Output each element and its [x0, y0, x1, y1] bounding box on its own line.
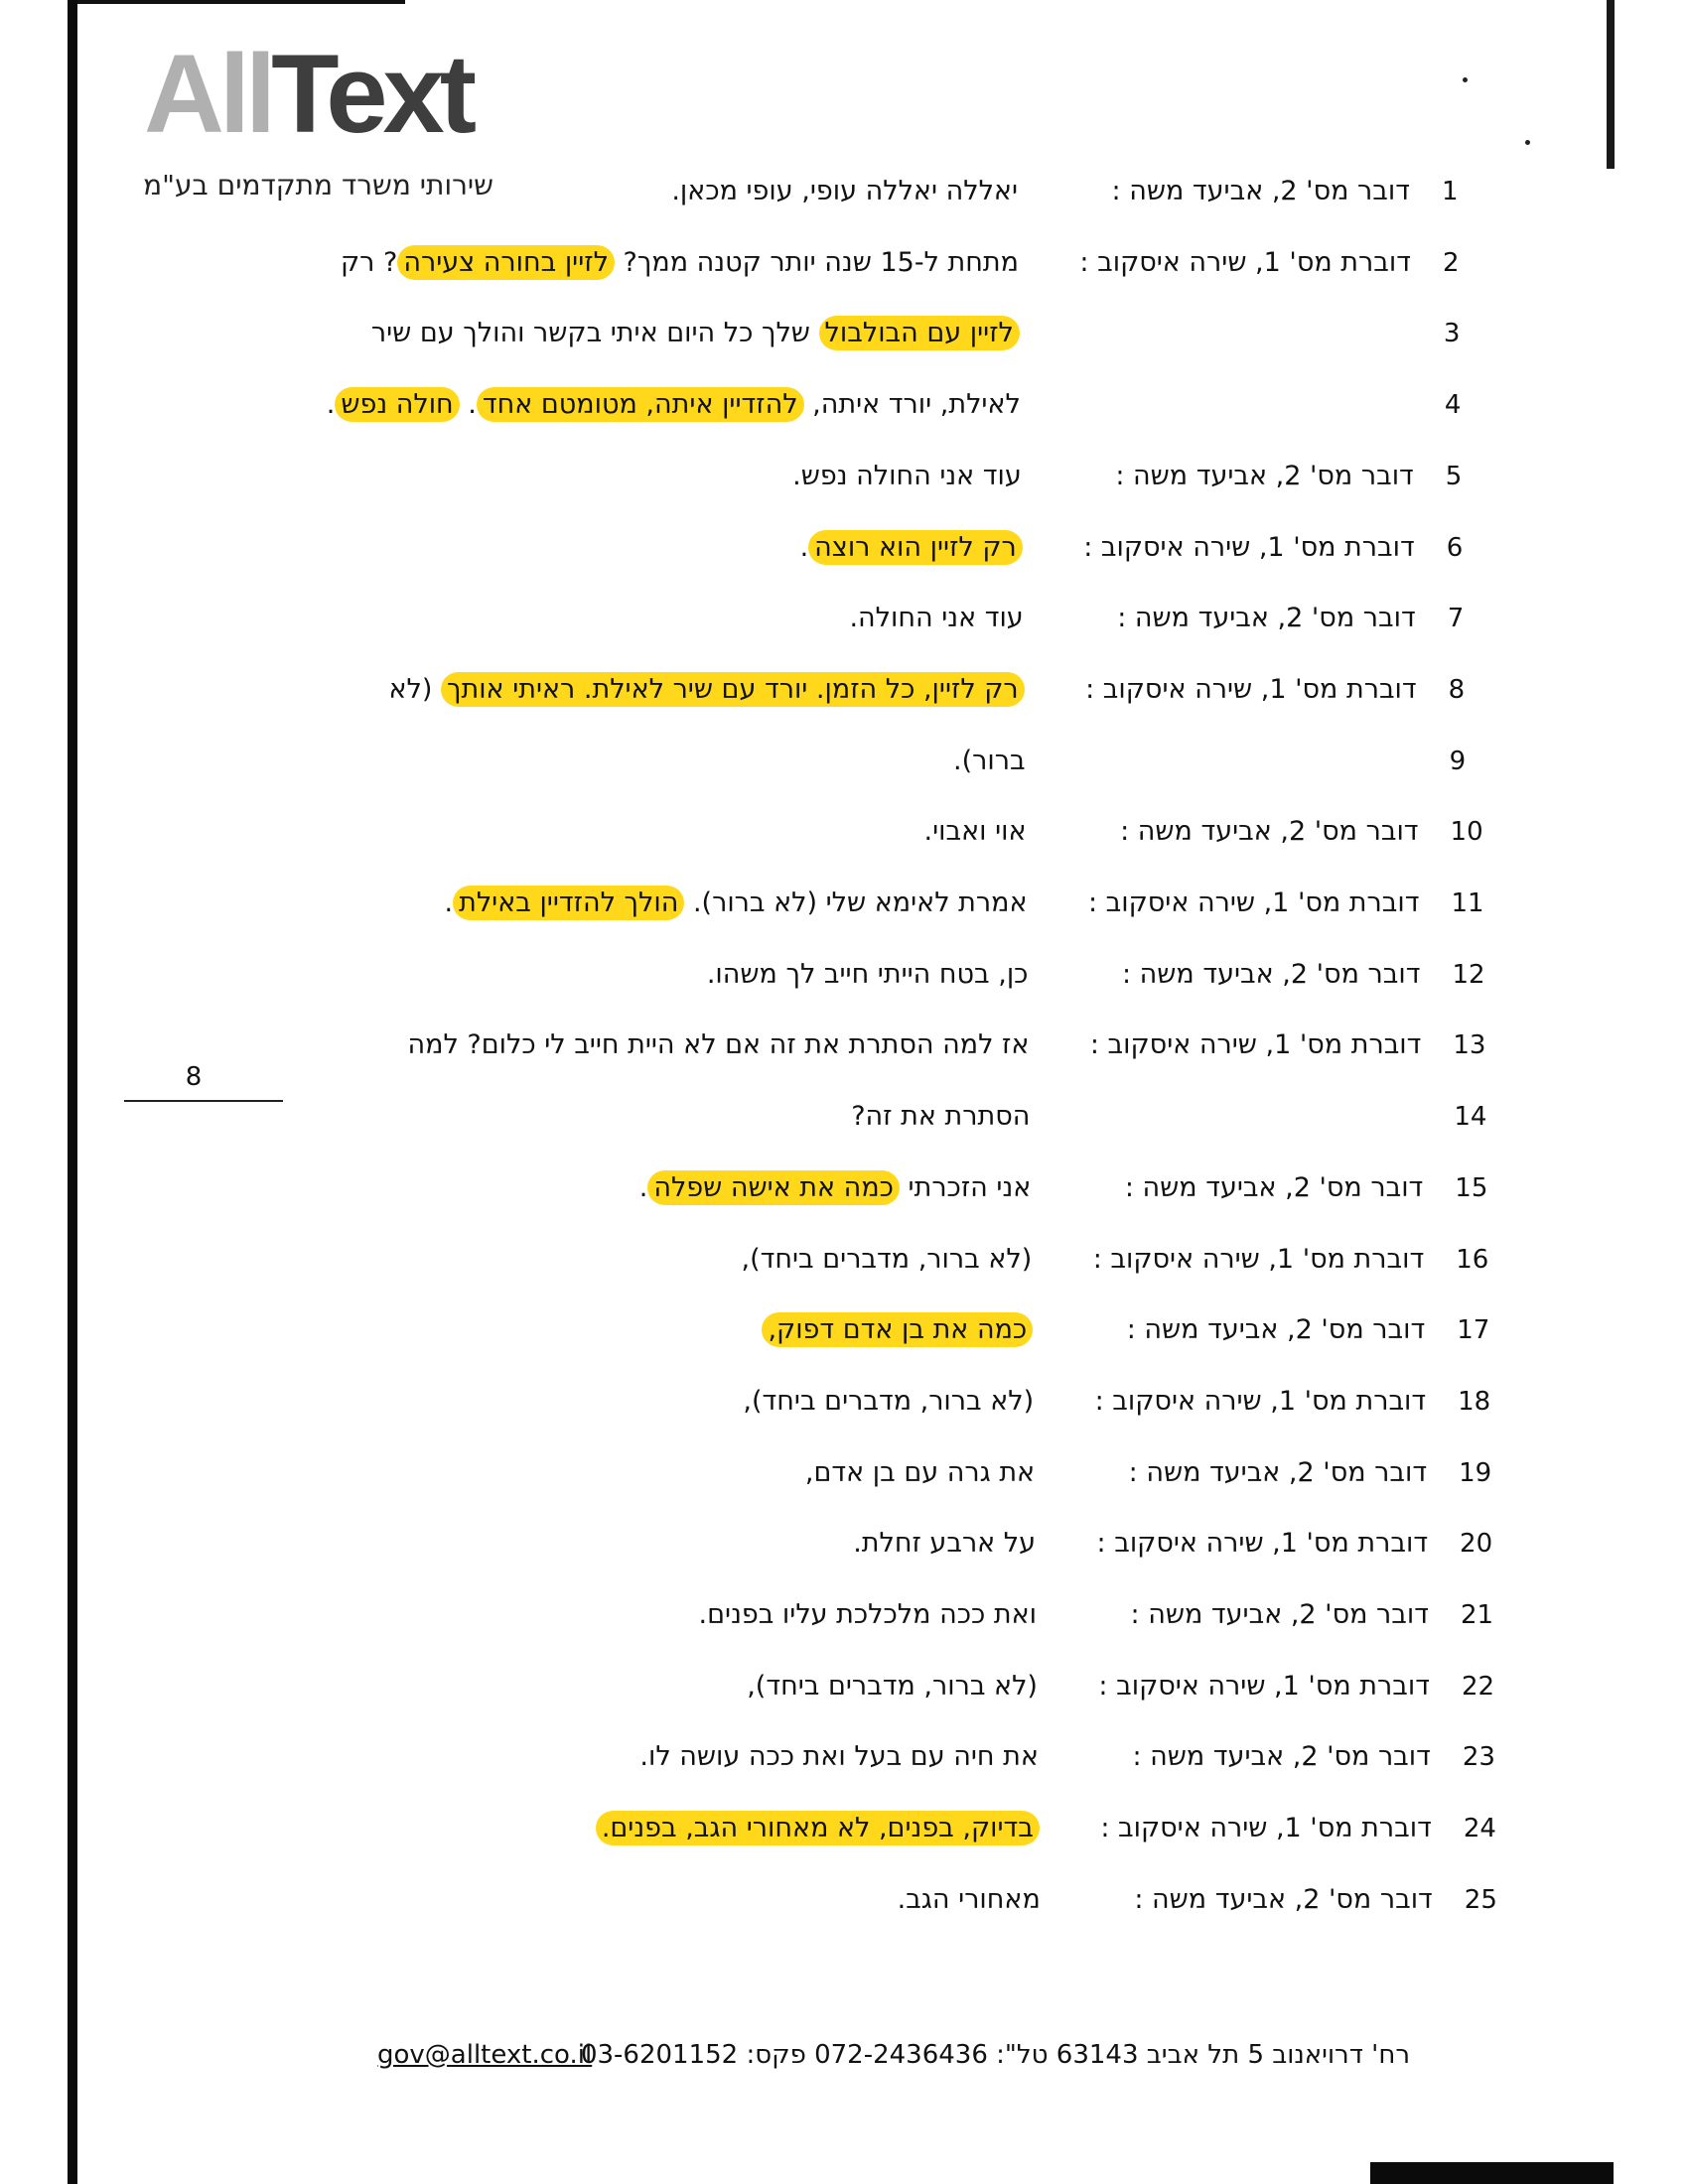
speech-segment: מתחת ל-15 שנה יותר קטנה ממך? [614, 246, 1019, 278]
speech-text [444, 879, 1027, 928]
line-number: 25 [1464, 1884, 1497, 1915]
speech-text [742, 1235, 1033, 1285]
speech-segment: את גרה עם בן אדם, [804, 1456, 1036, 1488]
speaker-label: דובר מס' 2, אביעד משה : [1126, 1314, 1426, 1346]
speaker-label: דובר מס' 2, אביעד משה : [1128, 1456, 1428, 1488]
line-number: 15 [1455, 1172, 1488, 1203]
transcript-row [0, 594, 1688, 643]
speaker-label: דוברת מס' 1, שירה איסקוב : [1087, 887, 1420, 918]
speech-segment: . [326, 389, 336, 421]
speech-segment: (לא ברור, מדברים ביחד), [741, 1243, 1033, 1275]
transcript-row [0, 737, 1688, 786]
highlighted-phrase: רק לזיין, כל הזמן. יורד עם שיר לאילת. ראיתי אותך [441, 672, 1025, 707]
transcript-row [0, 238, 1688, 288]
line-number: 1 [1442, 177, 1459, 206]
highlighted-phrase: לזיין עם הבולבול [819, 316, 1020, 350]
line-number: 17 [1457, 1315, 1490, 1346]
line-number: 14 [1454, 1102, 1487, 1133]
logo-tagline: שירותי משרד מתקדמים בע"מ [143, 169, 493, 202]
line-number: 11 [1451, 888, 1484, 918]
line-number: 8 [1448, 674, 1466, 705]
speech-text [800, 523, 1023, 573]
transcript-row [0, 1305, 1688, 1355]
speaker-label: דובר מס' 2, אביעד משה : [1134, 1883, 1433, 1915]
speech-text [707, 950, 1029, 1000]
speech-segment: שלך כל היום איתי בקשר והולך עם שיר [370, 318, 819, 349]
line-number: 4 [1444, 390, 1462, 421]
transcript-row [0, 1662, 1688, 1711]
speech-text [596, 1804, 1040, 1853]
line-number: 7 [1447, 604, 1465, 634]
line-number: 2 [1442, 247, 1460, 278]
speaker-label: דובר מס' 2, אביעד משה : [1130, 1599, 1429, 1630]
speech-text [699, 1590, 1037, 1640]
transcript-row [0, 807, 1688, 857]
transcript-row [0, 1163, 1688, 1213]
speech-text [388, 665, 1024, 715]
scan-edge-top [77, 0, 405, 4]
speech-text [792, 452, 1022, 501]
speech-text [762, 1305, 1033, 1355]
transcript-row [0, 523, 1688, 573]
speaker-label: דוברת מס' 1, שירה איסקוב : [1083, 531, 1415, 563]
speech-segment: ? רק [341, 246, 398, 278]
line-number: 19 [1459, 1457, 1492, 1488]
speaker-label: דוברת מס' 1, שירה איסקוב : [1089, 1029, 1422, 1061]
transcript-row [0, 1590, 1688, 1640]
speech-text [639, 1732, 1039, 1782]
line-number: 18 [1458, 1386, 1491, 1417]
highlighted-phrase: כמה את אישה שפלה [647, 1170, 900, 1205]
transcript-row [0, 950, 1688, 1000]
speech-segment: (לא ברור, מדברים ביחד), [743, 1385, 1035, 1417]
speech-text [805, 1448, 1035, 1498]
line-number: 13 [1453, 1030, 1486, 1061]
speech-segment: הסתרת את זה? [851, 1101, 1031, 1133]
transcript-row [0, 1732, 1688, 1782]
page-number: 8 [185, 1062, 203, 1092]
line-number: 24 [1463, 1814, 1496, 1844]
transcript-row [0, 1875, 1688, 1925]
highlighted-phrase: כמה את בן אדם דפוק, [762, 1312, 1033, 1347]
transcript-row [0, 452, 1688, 501]
speech-segment: על ארבע זחלת. [853, 1528, 1037, 1560]
transcript-row [0, 309, 1688, 358]
line-number: 6 [1446, 532, 1464, 563]
highlighted-phrase: בדיוק, בפנים, לא מאחורי הגב, בפנים. [596, 1811, 1040, 1845]
speech-text [743, 1377, 1034, 1427]
speech-segment: יאללה יאללה עופי, עופי מכאן. [671, 176, 1018, 206]
speech-text [671, 167, 1018, 216]
speech-text [341, 238, 1019, 288]
highlighted-phrase: לזיין בחורה צעירה [397, 245, 615, 280]
line-number: 23 [1462, 1742, 1495, 1773]
speech-text [371, 309, 1020, 358]
transcript-row [0, 1377, 1688, 1427]
speech-segment: את חיה עם בעל ואת ככה עושה לו. [639, 1741, 1039, 1773]
speech-text [953, 737, 1026, 786]
page-number-rule [124, 1100, 283, 1102]
transcript-row [0, 167, 1688, 216]
speech-text [408, 1021, 1030, 1070]
transcript-row [0, 380, 1688, 430]
speech-segment: ואת ככה מלכלכת עליו בפנים. [698, 1599, 1037, 1630]
speech-segment: אמרת לאימא שלי (לא ברור). [684, 887, 1028, 918]
speech-text [851, 1092, 1030, 1142]
speech-segment: . [444, 887, 454, 918]
transcript-row [0, 1519, 1688, 1569]
transcript-row [0, 665, 1688, 715]
speaker-label: דובר מס' 2, אביעד משה : [1120, 816, 1419, 848]
speaker-label: דוברת מס' 1, שירה איסקוב : [1094, 1385, 1427, 1417]
speech-segment: אוי ואבוי. [923, 816, 1027, 848]
scan-speck [1525, 140, 1530, 145]
highlighted-phrase: חולה נפש [335, 387, 459, 422]
line-number: 16 [1456, 1244, 1489, 1275]
speech-segment: לאילת, יורד איתה, [803, 389, 1021, 421]
speaker-label: דובר מס' 2, אביעד משה : [1111, 176, 1410, 206]
speech-text [849, 594, 1023, 643]
highlighted-phrase: להזדיין איתה, מטומטם אחד [477, 387, 804, 422]
speech-segment: (לא [388, 673, 441, 705]
scan-edge-bottom [1370, 2162, 1614, 2184]
speaker-label: דוברת מס' 1, שירה איסקוב : [1092, 1243, 1425, 1275]
footer-email-link[interactable]: gov@alltext.co.il [377, 2040, 593, 2070]
transcript-row [0, 879, 1688, 928]
line-number: 10 [1450, 817, 1483, 848]
speaker-label: דובר מס' 2, אביעד משה : [1117, 603, 1416, 634]
highlighted-phrase: הולך להזדיין באילת [453, 886, 684, 920]
logo-wordmark: AllText [144, 32, 473, 156]
line-number: 20 [1460, 1529, 1493, 1560]
speaker-label: דוברת מס' 1, שירה איסקוב : [1079, 246, 1411, 278]
line-number: 9 [1449, 746, 1467, 776]
transcript-row [0, 1235, 1688, 1285]
speech-text [853, 1519, 1036, 1569]
speech-segment: כן, בטח הייתי חייב לך משהו. [706, 958, 1029, 990]
speech-text [747, 1662, 1038, 1711]
speech-segment: אני הזכרתי [899, 1171, 1032, 1203]
transcript-row [0, 1448, 1688, 1498]
transcript-row [0, 1804, 1688, 1853]
speech-segment: . [459, 389, 477, 421]
speaker-label: דובר מס' 2, אביעד משה : [1132, 1741, 1431, 1773]
speech-segment: עוד אני החולה נפש. [792, 460, 1022, 491]
line-number: 22 [1461, 1671, 1495, 1702]
speech-segment: מאחורי הגב. [897, 1883, 1041, 1915]
speech-segment: (לא ברור, מדברים ביחד), [747, 1670, 1038, 1702]
footer [377, 2035, 1410, 2075]
scan-edge-right [1607, 0, 1615, 169]
speaker-label: דוברת מס' 1, שירה איסקוב : [1085, 673, 1417, 705]
alltext-logo [143, 32, 493, 202]
line-number: 5 [1445, 461, 1463, 491]
speech-text [898, 1875, 1041, 1925]
speech-segment: . [799, 531, 809, 563]
highlighted-phrase: רק לזיין הוא רוצה [808, 530, 1023, 565]
speaker-label: דוברת מס' 1, שירה איסקוב : [1098, 1670, 1430, 1702]
transcript-row [0, 1021, 1688, 1070]
speech-text [924, 807, 1027, 857]
speaker-label: דובר מס' 2, אביעד משה : [1115, 460, 1414, 491]
speaker-label: דובר מס' 2, אביעד משה : [1121, 958, 1421, 990]
speaker-label: דוברת מס' 1, שירה איסקוב : [1100, 1813, 1432, 1844]
speaker-label: דובר מס' 2, אביעד משה : [1124, 1171, 1424, 1203]
scan-speck [1463, 77, 1468, 82]
line-number: 3 [1443, 319, 1461, 349]
line-number: 12 [1452, 959, 1485, 990]
speech-segment: ברור). [953, 745, 1026, 776]
speech-text [639, 1163, 1032, 1213]
speech-segment: עוד אני החולה. [849, 603, 1024, 634]
speech-segment: . [638, 1171, 648, 1203]
speech-segment: אז למה הסתרת את זה אם לא היית חייב לי כלום? למה [407, 1029, 1030, 1061]
footer-address: רח' דרויאנוב 5 תל אביב 63143 טל": 072-2436436 פקס: 03-6201152 [580, 2040, 1410, 2070]
speaker-label: דוברת מס' 1, שירה איסקוב : [1096, 1528, 1429, 1560]
line-number: 21 [1461, 1600, 1494, 1630]
speech-text [327, 380, 1021, 430]
